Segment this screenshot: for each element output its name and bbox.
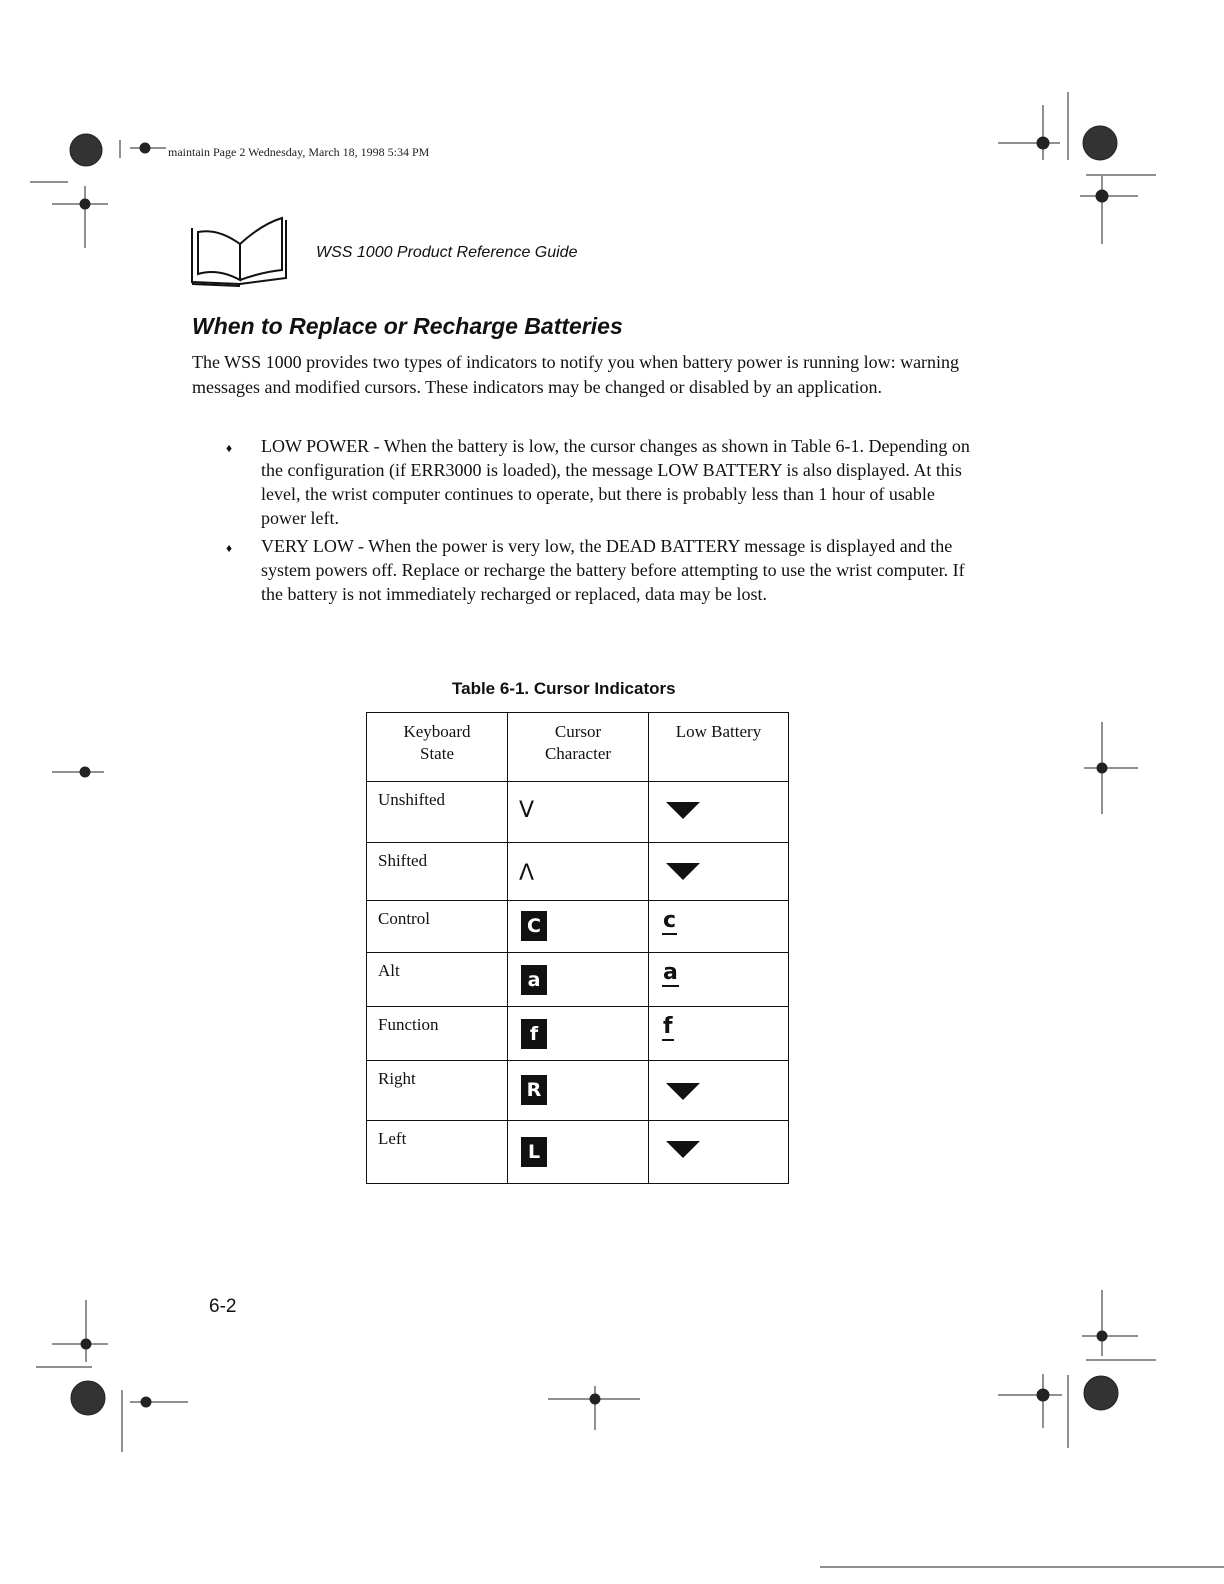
low-battery-char: c — [663, 908, 677, 933]
state-cell: Shifted — [367, 843, 508, 901]
table-row — [367, 953, 789, 1007]
state-cell: Unshifted — [367, 782, 508, 843]
cursor-block: R — [521, 1075, 547, 1105]
diamond-bullet-icon: ♦ — [226, 541, 233, 555]
print-slug-line: maintain Page 2 Wednesday, March 18, 1998 5:34 PM — [168, 145, 430, 159]
down-triangle-icon — [666, 1083, 700, 1100]
down-triangle-icon — [666, 1141, 700, 1158]
bullet-text: LOW POWER - When the battery is low, the cursor changes as shown in Table 6-1. Depending on the configuration (if ERR3000 is loaded), the message LOW BATTERY is also displayed. At this level, the wrist computer continues to operate, but there is probably less than 1 hour of usable power left. — [261, 436, 970, 528]
cursor-block: f — [521, 1019, 547, 1049]
cursor-block: a — [521, 965, 547, 995]
table-header-row — [367, 713, 789, 782]
cursor-block: L — [521, 1137, 547, 1167]
diamond-bullet-icon: ♦ — [226, 441, 233, 455]
table-row — [367, 1121, 789, 1184]
low-battery-char: f — [663, 1014, 673, 1039]
list-item — [226, 534, 972, 606]
table-row — [367, 782, 789, 843]
state-cell: Alt — [367, 953, 508, 1007]
cursor-char: V — [519, 798, 535, 823]
cursor-block: C — [521, 911, 547, 941]
page-number: 6-2 — [209, 1296, 237, 1317]
list-item — [226, 434, 972, 530]
table-row — [367, 843, 789, 901]
header-low-battery: Low Battery — [649, 713, 789, 782]
table-row — [367, 1061, 789, 1121]
table-row — [367, 901, 789, 953]
section-heading: When to Replace or Recharge Batteries — [192, 313, 623, 339]
guide-title: WSS 1000 Product Reference Guide — [316, 244, 578, 261]
bullet-text: VERY LOW - When the power is very low, the DEAD BATTERY message is displayed and the system powers off. Replace or recharge the battery before attempting to use the wrist computer. If the battery is not immediately recharged or replaced, data may be lost. — [261, 536, 965, 604]
state-cell: Function — [367, 1007, 508, 1061]
book-icon — [188, 214, 292, 290]
down-triangle-icon — [666, 863, 700, 880]
cursor-char: Λ — [519, 861, 535, 886]
state-cell: Control — [367, 901, 508, 953]
header-keyboard-state: Keyboard State — [367, 713, 508, 782]
bullet-list — [226, 434, 972, 610]
table-caption: Table 6-1. Cursor Indicators — [452, 679, 676, 698]
cursor-indicators-table — [366, 712, 789, 1184]
intro-paragraph: The WSS 1000 provides two types of indicators to notify you when battery power is running low: warning messages and modified cursors. These indicators may be changed or disabled by an application. — [192, 352, 960, 397]
down-triangle-icon — [666, 802, 700, 819]
state-cell: Right — [367, 1061, 508, 1121]
table-row — [367, 1007, 789, 1061]
header-cursor-character: Cursor Character — [508, 713, 649, 782]
state-cell: Left — [367, 1121, 508, 1184]
low-battery-char: a — [663, 960, 678, 985]
